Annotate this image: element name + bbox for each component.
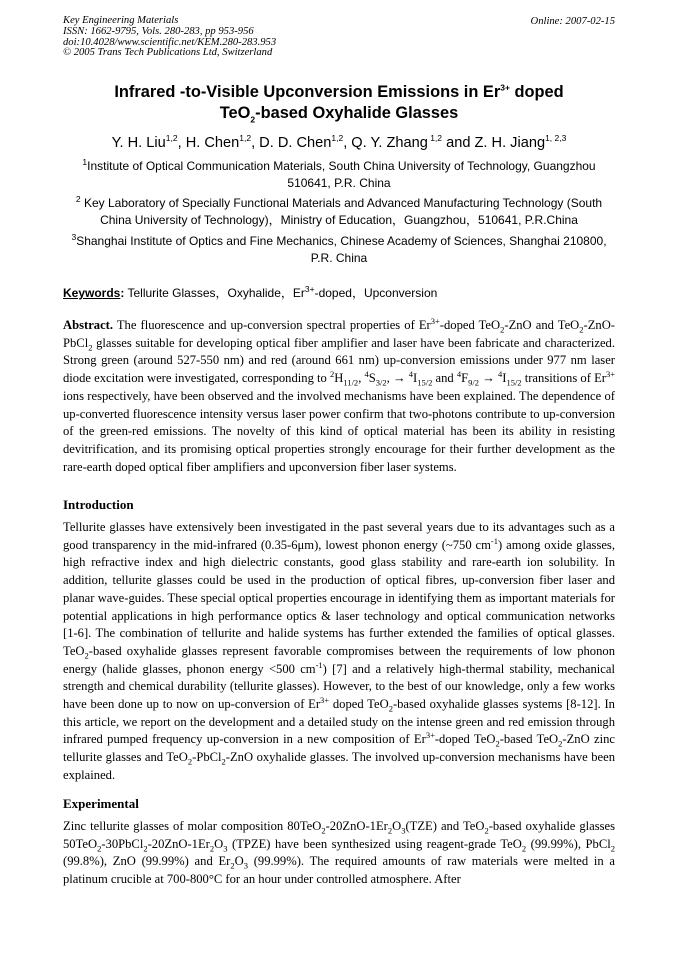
doi-line: doi:10.4028/www.scientific.net/KEM.280-283.953: [63, 36, 277, 48]
experimental-paragraph: Zinc tellurite glasses of molar composition $80TeO_2-20ZnO-1Er_2O_3(TZE)$ and TeO$_2$-based oxyhalide glasses $50TeO_2-30PbCl_2-20ZnO-1Er_2O_3$ (TPZE) have been synthesized using reagent-grade TeO$_2$ (99.99%), PbCl$_2$ (99.8%), ZnO (99.99%) and $Er_2O_3$ (99.99%). The required amounts of raw materials were melted in a platinum crucible at 700-800°C for an hour under controlled atmosphere. After: [63, 819, 616, 887]
copyright-line: © 2005 Trans Tech Publications Ltd, Switzerland: [63, 47, 273, 59]
introduction-paragraph: Tellurite glasses have extensively been investigated in the past several years due to its advantages such as a good transparency in the mid-infrared (0.35-6μm), lowest phonon energy (~750 $cm^{-1}$) among oxide glasses, high refractive index and high dielectric constants, good glass stability and rare-earth ion solubility. In addition, tellurite glasses could be used in the production of optical fibres, up-conversion fiber laser and planar wave-guides. These special optical properties encourage in identifying them as important materials for potential applications in high performance optics & laser technology and optical communication networks [1-6]. The combination of tellurite and halide systems has further extended the families of optical glasses. TeO$_2$-based oxyhalide glasses represent favorable compromises between the requirements of low phonon energy (halide glasses, phonon energy <500 $cm^{-1}$) [7] and a relatively high-thermal stability, mechanical strength and chemical durability (tellurite glasses). However, to the best of our knowledge, only a few works have been done up to now on up-conversion of $Er^{3+}$ doped TeO$_2$-based oxyhalide glasses systems [8-12]. In this article, we report on the development and a detailed study on the intense green and red emission through infrared pumped frequency up-conversion in a new composition of $Er^{3+}$-doped TeO$_2$-based TeO$_2$-ZnO zinc tellurite glasses and TeO$_2$-PbCl$_2$-ZnO oxyhalide glasses. The involved up-conversion mechanisms have been explained.: [63, 520, 615, 782]
online-date: Online: 2007-02-15: [530, 16, 615, 27]
introduction-heading: Introduction: [63, 497, 134, 512]
affiliation: $^1$Institute of Optical Communication Materials, South China University of Technology, Guangzhou 510641, P.R. China: [82, 157, 596, 190]
journal-header: [63, 16, 276, 59]
author-name: Q. Y. Zhang: [351, 135, 428, 151]
experimental-heading: Experimental: [63, 796, 139, 811]
abstract-label: Abstract.: [63, 318, 114, 332]
author-list: Y. H. Liu$^{1,2}$, H. Chen$^{1,2}$, D. D. Chen$^{1,2}$, Q. Y. Zhang $^{1,2}$ and Z. H. Jiang$^{1, 2,3}$: [111, 133, 567, 151]
keywords-label: Keywords: [63, 286, 121, 300]
author-name: Z. H. Jiang: [474, 135, 546, 151]
affiliation: $^3$Shanghai Institute of Optics and Fine Mechanics, Chinese Academy of Sciences, Shanghai 210800, P.R. China: [71, 232, 607, 265]
author-name: Y. H. Liu: [111, 135, 166, 151]
author-name: H. Chen: [185, 135, 240, 151]
author-name: D. D. Chen: [259, 135, 332, 151]
affiliation: $^2$ Key Laboratory of Specially Functional Materials and Advanced Manufacturing Technology (South China University of Technology)，Ministry of Education，Guangzhou，510641, P.R.China: [75, 194, 603, 227]
keywords-line: Keywords: Tellurite Glasses，Oxyhalide，$Er^{3+}$-doped，Upconversion: [63, 284, 438, 300]
abstract-paragraph: Abstract. The fluorescence and up-conversion spectral properties of $Er^{3+}$-doped TeO$_2$-ZnO and TeO$_2$-ZnO-PbCl$_2$ glasses suitable for developing optical fiber amplifier and laser have been fabricate and characterized. Strong green (around 527-550 nm) and red (around 661 nm) up-conversion emissions under 977 nm laser diode excitation were investigated, corresponding to $^2H_{11/2}$, $^4S_{3/2}$, → $^4I_{15/2}$ and $^4F_{9/2} \to ^4I_{15/2}$ transitions of $Er^{3+}$ ions respectively, have been observed and the involved mechanisms have been explained. The dependence of up-converted fluorescence intensity versus laser power confirm that two-photons contribute to up-conversion of the green-red emissions. The novelty of this kind of optical material has been its ability in resisting devitrification, and its promising optical properties strongly encourage for their further development as the rare-earth doped optical fiber amplifiers and upconversion fiber laser systems.: [63, 315, 615, 474]
paper-title: Infrared -to-Visible Upconversion Emissions in $Er^{3+}$ doped TeO$_2$-based Oxyhalide Glasses: [114, 82, 564, 125]
issn-line: ISSN: 1662-9795, Vols. 280-283, pp 953-956: [63, 25, 254, 37]
journal-name: Key Engineering Materials: [63, 15, 179, 26]
